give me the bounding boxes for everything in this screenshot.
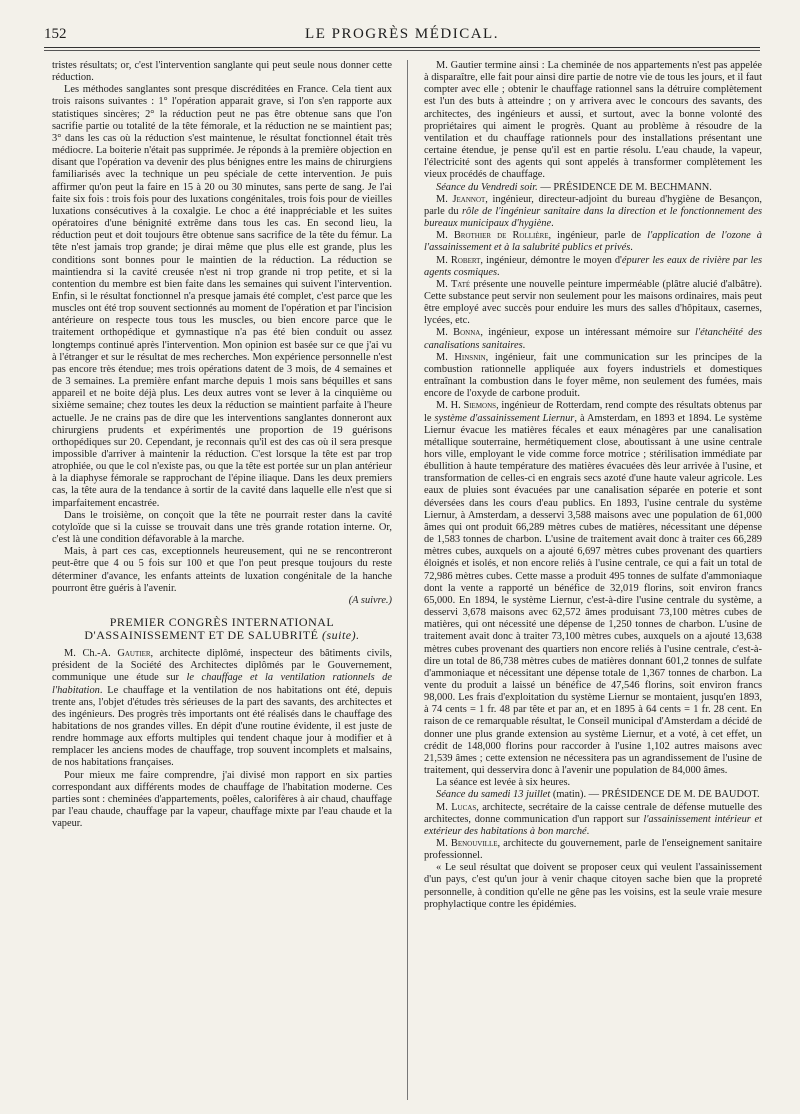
paragraph: Pour mieux me faire comprendre, j'ai divisé mon rapport en six parties correspondant aux différents modes de chauffage de l'habitation moderne. Ces parties sont : cheminées d'appartements, poêles, calorifères à air chaud, chauffage par l'eau chaude, chauffage par la vapeur, chauffage mixte par l'eau chaude et la vapeur.	[52, 769, 392, 830]
speaker-name: Bonna	[453, 327, 481, 339]
text: , ingénieur, démontre le moyen d'	[480, 254, 622, 266]
text: .	[497, 266, 500, 278]
paragraph: Les méthodes sanglantes sont presque discréditées en France. Cela tient aux trois raisons suivantes : 1° l'opération apparait grave, si l'on s'en rapporte aux statistiques sincères; 2° la réduction peut ne pas être obtenue sans que l'on sacrifie partie ou totalité de la tête fémorale, et la réduction ne se maintient pas; 3° dans les cas où la réduction s'est maintenue, le résultat fonctionnel était très médiocre. La boiterie n'était pas supprimée. Je réponds à la première objection en disant que l'opération va devenir des plus bénignes entre les mains de chirurgiens familiarisés avec la technique un peu spéciale de cette intervention. Je puis affirmer qu'on peut la faire en 15 à 20 ou 30 minutes, sans perte de sang. Je l'ai faite six fois : trois fois pour des luxations congénitales, trois fois pour de vieilles luxations consécutives à la coxalgie. Le choc a été inappréciable et les suites opératoires d'une bénignité extrême dans tous les cas. En second lieu, la réduction peut et doit toujours être obtenue sans sacrifice de la tête du fémur. La tête n'est jamais trop grande; je dirai même que plus elle est grande, plus les conditions sont bonnes pour le maintien de la réduction. La réduction se maintiendra si la cavité creusée n'est ni trop grande ni trop petite, et si la contention du membre est bien faite dans les semaines qui suivent l'intervention. Enfin, si le résultat fonctionnel n'a presque jamais été complet, c'est parce que les muscles ont été trop souvent sectionnés au moment de l'opération et par l'incision antérieure on respecte tous tous les muscles, ou bien encore parce que le traitement orthopédique et gymnastique n'a pas été bien conduit ou assez longtemps continué après l'intervention. Mon opinion est basée sur ce que j'ai vu à l'étranger et sur le résultat de mes recherches. Mon expérience personnelle n'est pas encore très étendue; mes trois opérations datent de 3 mois, de 4 semaines et de 3 semaines. La première enfant marche depuis 1 mois sans béquilles et sans appareil et ne boite déjà plus. Les deux autres vont se lever à la cinquième ou sixième semaine; chez toutes les deux la réduction se maintient parfaite à l'heure actuelle. Je ne crains pas de dire que les interventions sanglantes donneront aux chirurgiens prudents et expérimentés une proportion de 19 guérisons orthopédiques sur 20. Cependant, je reconnais qu'il est des cas où il sera presque impossible d'arriver à maintenir la réduction. C'est lorsque la tête est par trop atrophiée, ou que le col n'existe pas, ou que la tête est portée sur un plan antérieur à la diaphyse fémorale se rapprochant de l'épine iliaque. Dans les deux premiers cas, la tête aura de la tendance à sortir de la cavité dans laquelle elle n'est que si imparfaitement encastrée.	[52, 84, 392, 509]
text: présente une nouvelle peinture imperméable (plâtre alucié d'albâtre). Cette substance peut servir non seulement pour les maisons ordinaires, mais peut être employé avec succès pour enduire les murs des salles d'hôpitaux, casernes, lycées, etc.	[424, 278, 762, 327]
session-heading	[424, 182, 762, 194]
page-header	[44, 24, 760, 46]
text: M.	[436, 254, 451, 266]
text: .	[586, 825, 590, 837]
text: , à Amsterdam, en 1893 et 1894. Le système Liernur évacue les matières fécales et eaux ménagères par une canalisation métallique souterraine, hermétiquement close, aboutissant à une usine centrale hors ville, employant le vide comme force motrice ; stérilisation immédiate par ébullition à haute température des matières évacuées dès leur arrivée à l'usine, et transformation de celles-ci en engrais secs azoté d'une haute valeur agricole. Les eaux de pluies sont évacuées par une canalisation séparée en poterie et sont déversées dans les cours d'eau publics. En 1893, l'usine centrale du système Liernur, à Amsterdam, a desservi 3,588 maisons avec une population de 61,000 âmes qui ont produit 66,289 mètres cubes de matières, nécessitant une dépense de 1,583 tonnes de charbon. L'usine de traitement avait donc à traiter ces 66,289 mètres cubes, auxquels on a ajouté 6,697 mètres cubes provenant des quartiers éloignés et isolés, et non encore reliés à l'usine centrale, ce qui a fait un total de 72,986 mètres cubes. Cette masse a produit 495 tonnes de sulfate d'ammoniaque dont la vente a rapporté un bénéfice de 32,019 florins, soit environ francs 65,000. En 1894, le système Liernur, c'est-à-dire l'usine centrale du système, a desservi 3,678 maisons avec 62,572 âmes produisant 73,100 mètres cubes de matières, qui ont nécessité une dépense de 1,250 tonnes de charbon. L'usine de traitement avait donc à traiter 73,100 mètres cubes, auxquels on a ajouté 13,638 mètres cubes provenant des quartiers non encore reliés à l'usine centrale, c'est-à-dire un total de 86,738 mètres cubes de matières donnant 601,2 tonnes de sulfate d'ammoniaque et nécessitant une dépense totale de 1,367 tonnes de charbon. La vente du produit a laissé un bénéfice de 47,546 florins, soit environ francs 98,000. Les frais d'exploitation du système Liernur se montaient, jusqu'en 1893, à 74 cents = 1 fr. 48 par tête et par an, et en 1895 à 64 cents = 1 fr. 28 cent. En raison de ce remarquable résultat, le Conseil municipal d'Amsterdam a décidé de donner une plus grande extension au système Liernur, et a voté, à cet effet, un crédit de 148,000 florins pour raccorder à l'usine 1,102 autres maisons avec 21,539 âmes ; cette extension ne nécessitera pas un agrandissement de l'usine de traitement, qui desservira donc à l'avenir une population de 84,000 âmes.	[424, 412, 762, 777]
session-title: Séance du samedi 13 juillet	[436, 789, 551, 801]
session-title: Séance du Vendredi soir.	[436, 181, 538, 193]
paragraph	[424, 230, 762, 254]
paragraph	[424, 327, 762, 351]
text: , architecte du gouvernement, parle de l'enseignement sanitaire professionnel.	[424, 838, 762, 862]
paragraph: La séance est levée à six heures.	[436, 777, 571, 789]
text: M. Ch.-A.	[64, 648, 118, 660]
text: , architecte diplômé, inspecteur des bâtiments civils, président de la Société des Architectes diplômés par le Gouvernement, communique une étude sur	[52, 648, 392, 684]
paragraph	[52, 648, 392, 770]
speaker-name: Robert	[450, 254, 481, 266]
section-heading-suffix: (suite).	[321, 628, 360, 643]
talk-title: le chauffage et la ventilation rationnels de l'habitation	[52, 672, 392, 696]
section-heading-line: D'ASSAINISSEMENT ET DE SALUBRITÉ	[84, 628, 319, 643]
text: M.	[436, 838, 451, 849]
header-rule	[44, 47, 760, 48]
to-be-continued-note: (A suivre.)	[348, 594, 392, 606]
paragraph	[424, 352, 762, 401]
section-heading	[52, 616, 392, 642]
paragraph: M. Gautier termine ainsi : La cheminée de nos appartements n'est pas appelée à disparaître, elle fait pour ainsi dire partie de notre vie de tous les jours, et il faut compter avec elle ; obtenir le chauffage rationnel sans la détruire complètement est l'un des buts à atteindre ; on y arrivera avec le concours des savants, des architectes, des ingénieurs et aussi, et surtout, avec la bonne volonté des propriétaires qui aiment le progrès. Quant au problème à résoudre de la ventilation et du chauffage rationnels pour des installations présentant une certaine étendue, je pense qu'il est en partie résolu. L'eau chaude, la vapeur, l'électricité sont des agents qui sont appelés à transformer complètement les vieux procédés de chauffage.	[424, 60, 762, 181]
talk-title: l'étanchéité des canalisations sanitaires	[424, 327, 762, 351]
text: , ingénieur, expose un intéressant mémoire sur	[480, 327, 695, 339]
talk-title: l'application de l'ozone à l'assainissement et à la salubrité publics et privés	[424, 230, 762, 254]
paragraph	[424, 194, 762, 230]
speaker-name: Hinsnin	[454, 351, 486, 363]
text: M.	[436, 193, 453, 205]
text: M.	[436, 278, 451, 290]
speaker-name: Taté	[450, 278, 471, 290]
speaker-name: Gautier	[117, 648, 151, 660]
text: .	[630, 242, 633, 254]
speaker-name: Brothier de Rollière	[453, 230, 549, 242]
talk-title: rôle de l'ingénieur sanitaire dans la direction et le fonctionnement des bureaux municipaux d'hygiène	[424, 205, 762, 230]
header-rule-thin	[44, 50, 760, 51]
text: M.	[436, 801, 452, 813]
journal-title: LE PROGRÈS MÉDICAL.	[305, 26, 499, 42]
paragraph: Mais, à part ces cas, exceptionnels heureusement, qui ne se rencontreront peut-être que 4 ou 5 fois sur 100 et que l'on peut presque toujours du reste déterminer d'avance, les enfants atteints de luxation congénitale de la hanche pourront être guéris à l'avenir.	[52, 546, 392, 594]
text: .	[522, 339, 526, 351]
paragraph: « Le seul résultat que doivent se proposer ceux qui veulent l'assainissement d'un pays, c'est qu'un jour à venir chaque citoyen sache bien que la propreté personnelle, à condition qu'elle ne gêne pas les voisins, est la seule vraie mesure prophylactique contre les épidémies.	[424, 862, 762, 910]
paragraph	[424, 279, 762, 328]
speaker-name: Siemons	[463, 400, 497, 412]
text: M. H.	[436, 400, 464, 412]
paragraph: tristes résultats; or, c'est l'intervention sanglante qui peut seule nous donner cette réduction.	[52, 60, 392, 84]
session-presidency: — PRÉSIDENCE DE M. BECHMANN.	[537, 181, 712, 193]
text: M.	[436, 327, 454, 339]
speaker-name: Lucas	[451, 801, 477, 813]
right-column	[424, 60, 762, 911]
text: , ingénieur, fait une communication sur les principes de la combustion rationnelle appliquée aux foyers industriels et domestiques entraînant la combustion dans le foyer même, non seulement des fumées, mais encore de l'oxyde de carbone produit.	[424, 351, 762, 400]
paragraph	[424, 255, 762, 279]
left-column	[52, 60, 392, 830]
talk-title: l'assainissement intérieur et extérieur des habitations à bon marché	[424, 813, 762, 837]
text: . Le chauffage et la ventilation de nos habitations ont été, depuis trente ans, l'objet d'études très sérieuses de la part des savants, des architectes et des ingénieurs. Des progrès très importants ont été réalisés dans le chauffage des habitations de nos grandes villes. En dépit d'une routine évidente, il est juste de rendre hommage aux efforts multiples qui tendent chaque jour à modifier et à remplacer les anciens modes de chauffage, trop souvent incomplets et malsains, de nos habitations françaises.	[52, 684, 392, 769]
text: M.	[436, 351, 455, 363]
paragraph	[424, 802, 762, 838]
page-number: 152	[44, 26, 67, 42]
paragraph: Dans le troisième, on conçoit que la tête ne pourrait rester dans la cavité cotyloïde que si la cuisse se trouvait dans une très grande rotation interne. Or, c'est là une condition défavorable à la marche.	[52, 509, 392, 546]
session-presidency: (matin). — PRÉSIDENCE DE M. DE BAUDOT.	[550, 789, 760, 801]
paragraph	[424, 838, 762, 862]
speaker-name: Jeannot	[452, 193, 486, 205]
section-heading-line: PREMIER CONGRÈS INTERNATIONAL	[109, 615, 335, 630]
talk-title: épurer les eaux de rivière par les agents cosmiques	[424, 254, 762, 278]
text: , ingénieur, parle de	[548, 230, 648, 242]
text: , architecte, secrétaire de la caisse centrale de défense mutuelle des architectes, donne communication d'un rapport sur	[424, 801, 762, 825]
column-divider	[407, 60, 408, 1100]
text: M.	[436, 230, 454, 242]
speaker-name: Benouville	[450, 838, 498, 849]
session-heading	[424, 789, 762, 801]
text: , ingénieur de Rotterdam, rend compte des résultats obtenus par le	[424, 400, 762, 424]
text: , ingénieur, directeur-adjoint du bureau d'hygiène de Besançon, parle du	[424, 193, 763, 217]
text: .	[551, 218, 554, 230]
talk-title: système d'assainissement Liernur	[434, 412, 575, 424]
paragraph	[424, 400, 762, 777]
